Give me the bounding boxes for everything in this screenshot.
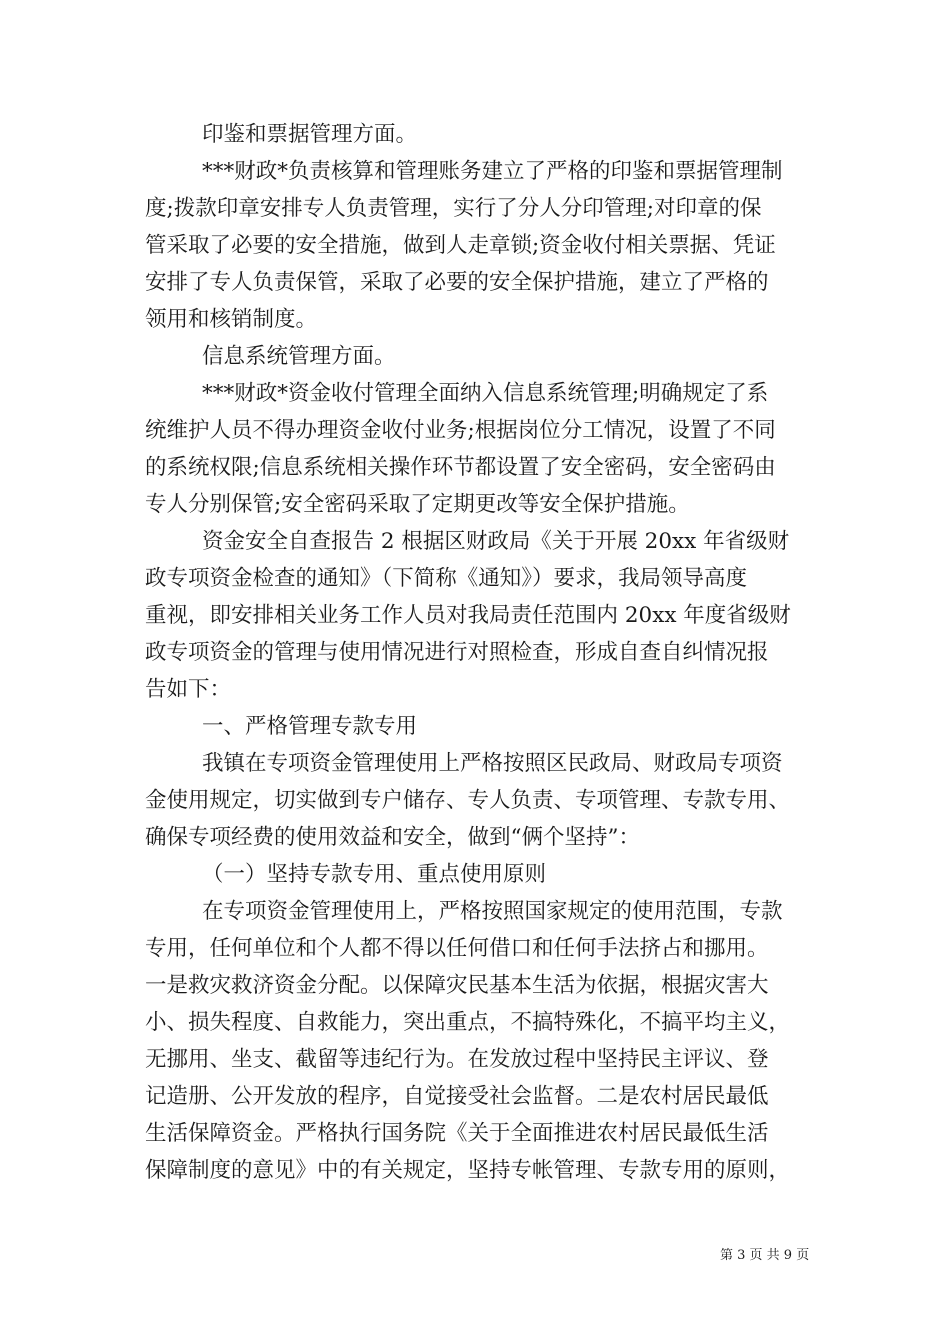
text-line: 无挪用、坐支、截留等违纪行为。在发放过程中坚持民主评议、登 bbox=[145, 1047, 769, 1072]
text-line: 生活保障资金。严格执行国务院《关于全面推进农村居民最低生活 bbox=[145, 1121, 769, 1146]
text-line: 的系统权限;信息系统相关操作环节都设置了安全密码，安全密码由 bbox=[145, 455, 776, 480]
text-line: 专用，任何单位和个人都不得以任何借口和任何手法挤占和挪用。 bbox=[145, 936, 769, 961]
subsection-heading: （一）坚持专款专用、重点使用原则 bbox=[202, 862, 547, 887]
text-line: 一是救灾救济资金分配。以保障灾民基本生活为依据，根据灾害大 bbox=[145, 973, 769, 998]
text-line: ***财政*负责核算和管理账务建立了严格的印鉴和票据管理制 bbox=[202, 159, 783, 184]
text-line: 我镇在专项资金管理使用上严格按照区民政局、财政局专项资 bbox=[202, 751, 783, 776]
text-line: 度;拨款印章安排专人负责管理，实行了分人分印管理;对印章的保 bbox=[145, 196, 762, 221]
text-line: 告如下： bbox=[145, 677, 232, 702]
text-line: 专人分别保管;安全密码采取了定期更改等安全保护措施。 bbox=[145, 492, 690, 517]
text-line: 管采取了必要的安全措施，做到人走章锁;资金收付相关票据、凭证 bbox=[145, 233, 776, 258]
page-number: 第 3 页 共 9 页 bbox=[720, 1248, 810, 1263]
text-line: 信息系统管理方面。 bbox=[202, 344, 396, 369]
text-line: 安排了专人负责保管，采取了必要的安全保护措施，建立了严格的 bbox=[145, 270, 769, 295]
text-line: 在专项资金管理使用上，严格按照国家规定的使用范围，专款 bbox=[202, 899, 783, 924]
text-line: 政专项资金检查的通知》（下简称《通知》）要求，我局领导高度 bbox=[145, 566, 748, 591]
text-line: 领用和核销制度。 bbox=[145, 307, 318, 332]
text-line: 记造册、公开发放的程序，自觉接受社会监督。二是农村居民最低 bbox=[145, 1084, 769, 1109]
text-line: 资金安全自查报告 2 根据区财政局《关于开展 20xx 年省级财 bbox=[202, 529, 790, 554]
text-line: 确保专项经费的使用效益和安全，做到“俩个坚持”： bbox=[145, 825, 640, 850]
text-line: 政专项资金的管理与使用情况进行对照检查，形成自查自纠情况报 bbox=[145, 640, 769, 665]
text-line: 印鉴和票据管理方面。 bbox=[202, 122, 418, 147]
text-line: 统维护人员不得办理资金收付业务;根据岗位分工情况，设置了不同 bbox=[145, 418, 776, 443]
section-heading: 一、严格管理专款专用 bbox=[202, 714, 418, 739]
text-line: 保障制度的意见》中的有关规定，坚持专帐管理、专款专用的原则， bbox=[145, 1158, 791, 1183]
text-line: ***财政*资金收付管理全面纳入信息系统管理;明确规定了系 bbox=[202, 381, 769, 406]
text-line: 重视，即安排相关业务工作人员对我局责任范围内 20xx 年度省级财 bbox=[145, 603, 791, 628]
text-line: 金使用规定，切实做到专户储存、专人负责、专项管理、专款专用、 bbox=[145, 788, 791, 813]
text-line: 小、损失程度、自救能力，突出重点，不搞特殊化，不搞平均主义， bbox=[145, 1010, 791, 1035]
